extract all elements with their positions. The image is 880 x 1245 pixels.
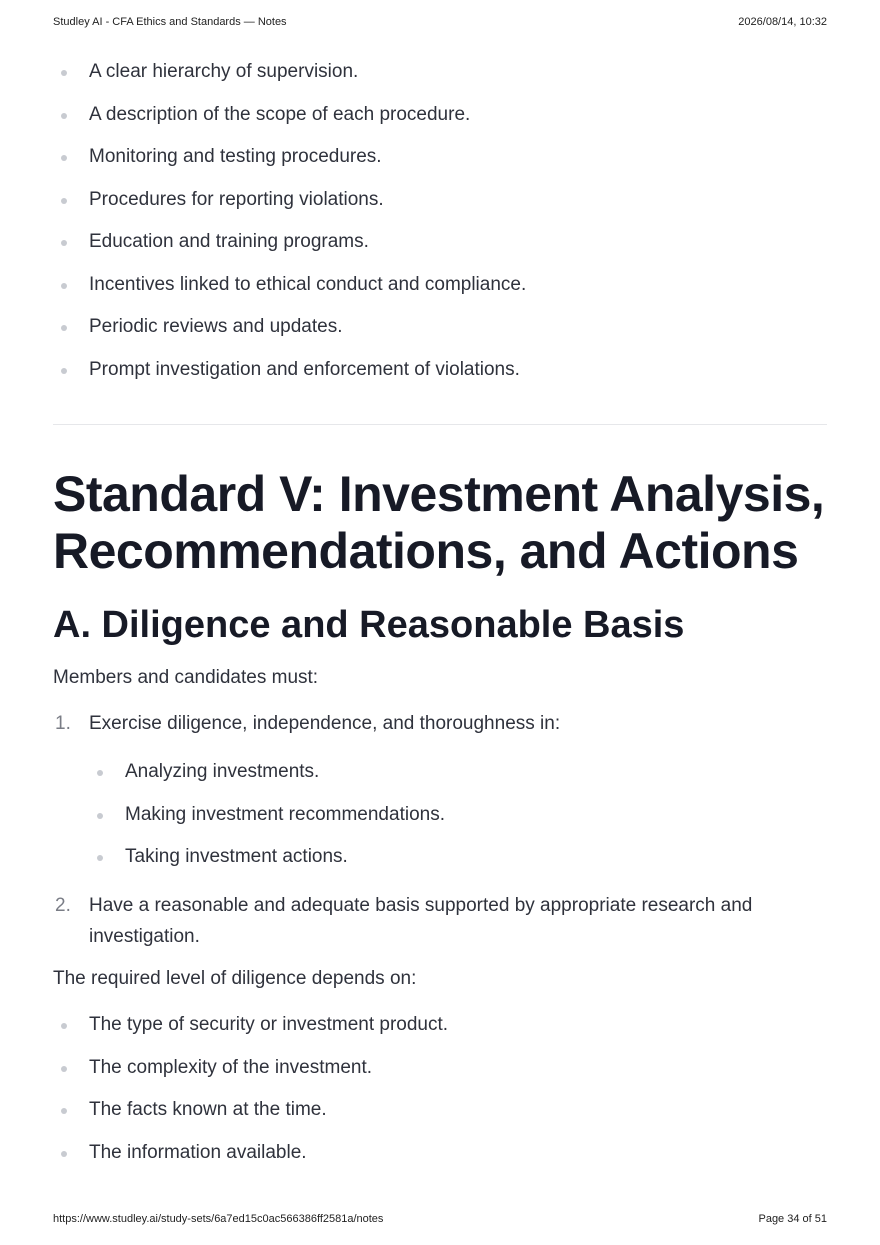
bullet-icon (61, 1108, 67, 1114)
bullet-icon (61, 198, 67, 204)
item-number: 2. (55, 895, 71, 916)
print-footer (53, 1213, 827, 1225)
print-header (53, 16, 827, 28)
bullet-icon (61, 1151, 67, 1157)
list-item: Taking investment actions. (89, 845, 348, 869)
list-item: The type of security or investment product. (53, 1013, 448, 1037)
standard-title: Standard V: Investment Analysis, Recommendations, and Actions (53, 466, 825, 579)
list-item: The information available. (53, 1141, 307, 1165)
bullet-icon (97, 770, 103, 776)
page-number: Page 34 of 51 (758, 1213, 827, 1225)
list-item: Procedures for reporting violations. (53, 188, 384, 212)
bullet-icon (61, 155, 67, 161)
bullet-icon (97, 813, 103, 819)
item-text: Exercise diligence, independence, and thoroughness in: (89, 713, 561, 734)
section-divider (53, 424, 827, 425)
item-text: Have a reasonable and adequate basis supported by appropriate research and investigation. (89, 895, 753, 947)
bullet-icon (97, 855, 103, 861)
list-item: Analyzing investments. (89, 760, 319, 784)
list-item: Prompt investigation and enforcement of violations. (53, 358, 520, 382)
bullet-icon (61, 1066, 67, 1072)
list-item: The facts known at the time. (53, 1098, 327, 1122)
bullet-icon (61, 113, 67, 119)
bullet-icon (61, 283, 67, 289)
list-item: Making investment recommendations. (89, 803, 445, 827)
list-item: A clear hierarchy of supervision. (53, 60, 358, 84)
section-title: A. Diligence and Reasonable Basis (53, 604, 685, 646)
bullet-icon (61, 1023, 67, 1029)
list-item: The complexity of the investment. (53, 1056, 372, 1080)
bullet-icon (61, 70, 67, 76)
bullet-icon (61, 325, 67, 331)
diligence-intro-text: The required level of diligence depends on: (53, 968, 417, 989)
list-item: A description of the scope of each procedure. (53, 103, 470, 127)
bullet-icon (61, 240, 67, 246)
footer-url: https://www.studley.ai/study-sets/6a7ed15c0ac566386ff2581a/notes (53, 1213, 384, 1225)
list-item: Monitoring and testing procedures. (53, 145, 382, 169)
bullet-icon (61, 368, 67, 374)
list-item: Periodic reviews and updates. (53, 315, 342, 339)
list-item: Education and training programs. (53, 230, 369, 254)
item-number: 1. (55, 713, 71, 734)
numbered-item-2 (53, 890, 827, 952)
list-item: Incentives linked to ethical conduct and compliance. (53, 273, 526, 297)
print-header-title: Studley AI - CFA Ethics and Standards — Notes (53, 16, 287, 28)
intro-text: Members and candidates must: (53, 667, 319, 688)
print-header-timestamp: 2026/08/14, 10:32 (738, 16, 827, 28)
